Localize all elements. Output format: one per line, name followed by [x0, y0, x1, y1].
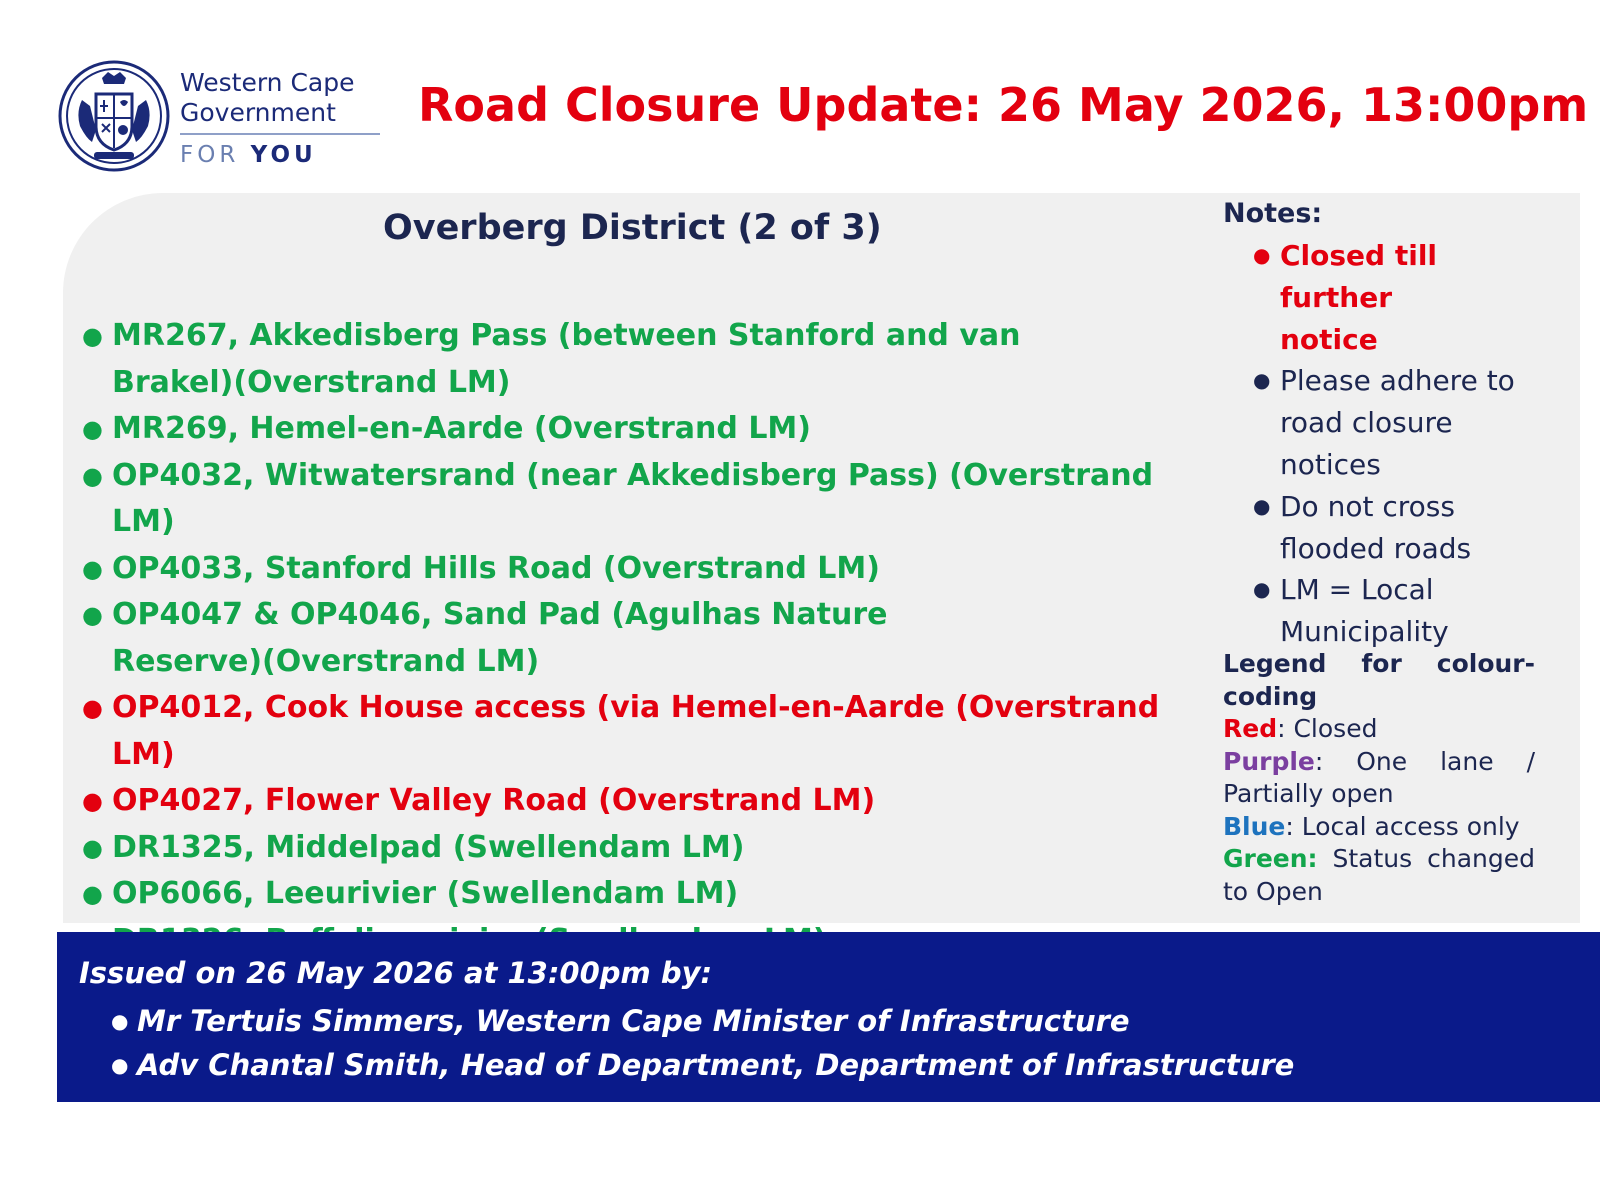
- legend-key-purple: Purple: [1223, 746, 1315, 776]
- note-text: Closed till further: [1280, 239, 1438, 314]
- note-text: Please adhere to: [1280, 364, 1515, 398]
- bullet-icon: ●: [82, 694, 103, 722]
- legend-text-blue: : Local access only: [1285, 811, 1520, 841]
- bullet-icon: ●: [111, 1009, 129, 1033]
- issuer-text: Mr Tertuis Simmers, Western Cape Minister of Infrastructure: [137, 1004, 1130, 1038]
- legend-row-green-cont: [1223, 876, 1535, 909]
- bullet-icon: ●: [82, 833, 103, 862]
- road-text: OP4027, Flower Valley Road (Overstrand LM): [112, 783, 876, 818]
- notes-section: [1223, 193, 1543, 653]
- notes-title: Notes:: [1223, 198, 1323, 229]
- note-text: flooded roads: [1280, 531, 1472, 565]
- road-text: OP4012, Cook House access (via Hemel-en-Aarde (Overstrand: [112, 690, 1160, 725]
- road-item: [80, 406, 1200, 453]
- bullet-icon: ●: [82, 787, 103, 815]
- note-text: LM = Local: [1280, 573, 1434, 607]
- road-text: MR269, Hemel-en-Aarde (Overstrand LM): [112, 411, 811, 446]
- note-text: notices: [1280, 447, 1381, 481]
- district-heading: Overberg District (2 of 3): [383, 208, 882, 248]
- bullet-icon: ●: [82, 415, 103, 443]
- legend-heading-cont: coding: [1223, 681, 1318, 711]
- road-text: LM): [112, 736, 175, 772]
- road-text: OP4033, Stanford Hills Road (Overstrand LM): [112, 550, 880, 586]
- page-title: Road Closure Update: 26 May 2026, 13:00pm: [418, 78, 1589, 132]
- legend-row-red: [1223, 713, 1535, 746]
- road-item: [80, 592, 1200, 685]
- logo-tagline: [180, 142, 317, 168]
- bullet-icon: ●: [1253, 368, 1271, 393]
- bullet-icon: ●: [1253, 493, 1271, 518]
- legend-row-green: [1223, 843, 1535, 876]
- note-item: [1223, 569, 1543, 653]
- road-text: OP4047 & OP4046, Sand Pad (Agulhas Nature: [112, 597, 888, 632]
- legend-text-red: : Closed: [1277, 714, 1378, 743]
- coat-of-arms-icon: [58, 60, 170, 172]
- legend-text-green: Status changed: [1317, 844, 1535, 873]
- legend-row-purple: [1223, 746, 1535, 779]
- issued-by-footer: [57, 932, 1600, 1102]
- note-text: road closure: [1280, 406, 1453, 440]
- bullet-icon: ●: [82, 880, 103, 908]
- issuer-item: [109, 999, 1294, 1043]
- note-text: Municipality: [1280, 615, 1449, 649]
- note-item: [1223, 360, 1543, 485]
- note-item: [1223, 235, 1543, 360]
- legend-key-green: Green:: [1223, 844, 1318, 873]
- issuer-item: [109, 1043, 1294, 1087]
- road-item: [80, 546, 1200, 593]
- legend-text-purple: : One lane /: [1314, 746, 1535, 776]
- bullet-icon: ●: [1253, 577, 1271, 602]
- bullet-icon: ●: [111, 1053, 129, 1077]
- road-item: [80, 871, 1200, 918]
- legend-heading: Legend for colour-: [1223, 649, 1535, 678]
- road-item: [80, 825, 1200, 872]
- bullet-icon: ●: [82, 554, 103, 583]
- road-text: DR1325, Middelpad (Swellendam LM): [112, 829, 745, 865]
- road-item: [80, 453, 1200, 546]
- org-name-line2: Government: [180, 98, 336, 127]
- legend-row-purple-cont: [1223, 778, 1535, 811]
- logo-divider: [180, 133, 380, 135]
- wcg-logo: [58, 60, 388, 175]
- tagline-for: FOR: [180, 142, 240, 168]
- issuer-text: Adv Chantal Smith, Head of Department, Department of Infrastructure: [137, 1048, 1295, 1082]
- legend-text-green-cont: to Open: [1223, 876, 1323, 906]
- road-item: [80, 778, 1200, 825]
- road-item: [80, 313, 1200, 406]
- notes-list: [1223, 235, 1543, 653]
- road-text: MR267, Akkedisberg Pass (between Stanford and van: [112, 318, 1021, 353]
- note-text: Do not cross: [1280, 489, 1455, 523]
- note-item: [1223, 486, 1543, 570]
- bullet-icon: ●: [1253, 243, 1271, 267]
- legend-row-blue: [1223, 811, 1535, 844]
- road-item: [80, 685, 1200, 778]
- legend: [1223, 648, 1535, 908]
- road-list: [80, 313, 1200, 964]
- issuer-list: [109, 999, 1294, 1087]
- tagline-you: YOU: [250, 142, 317, 168]
- road-text: OP6066, Leeurivier (Swellendam LM): [112, 876, 739, 911]
- note-text: notice: [1280, 322, 1378, 356]
- road-text: Brakel)(Overstrand LM): [112, 364, 511, 400]
- org-name-line1: Western Cape: [180, 68, 355, 97]
- road-text: Reserve)(Overstrand LM): [112, 643, 540, 679]
- bullet-icon: ●: [82, 461, 103, 490]
- legend-key-blue: Blue: [1223, 811, 1286, 841]
- bullet-icon: ●: [82, 601, 103, 629]
- legend-key-red: Red: [1223, 714, 1278, 743]
- issued-heading: Issued on 26 May 2026 at 13:00pm by:: [79, 956, 713, 990]
- bullet-icon: ●: [82, 322, 103, 350]
- road-text: OP4032, Witwatersrand (near Akkedisberg Pass) (Overstrand LM): [112, 457, 1154, 539]
- legend-text-purple-cont: Partially open: [1223, 779, 1394, 808]
